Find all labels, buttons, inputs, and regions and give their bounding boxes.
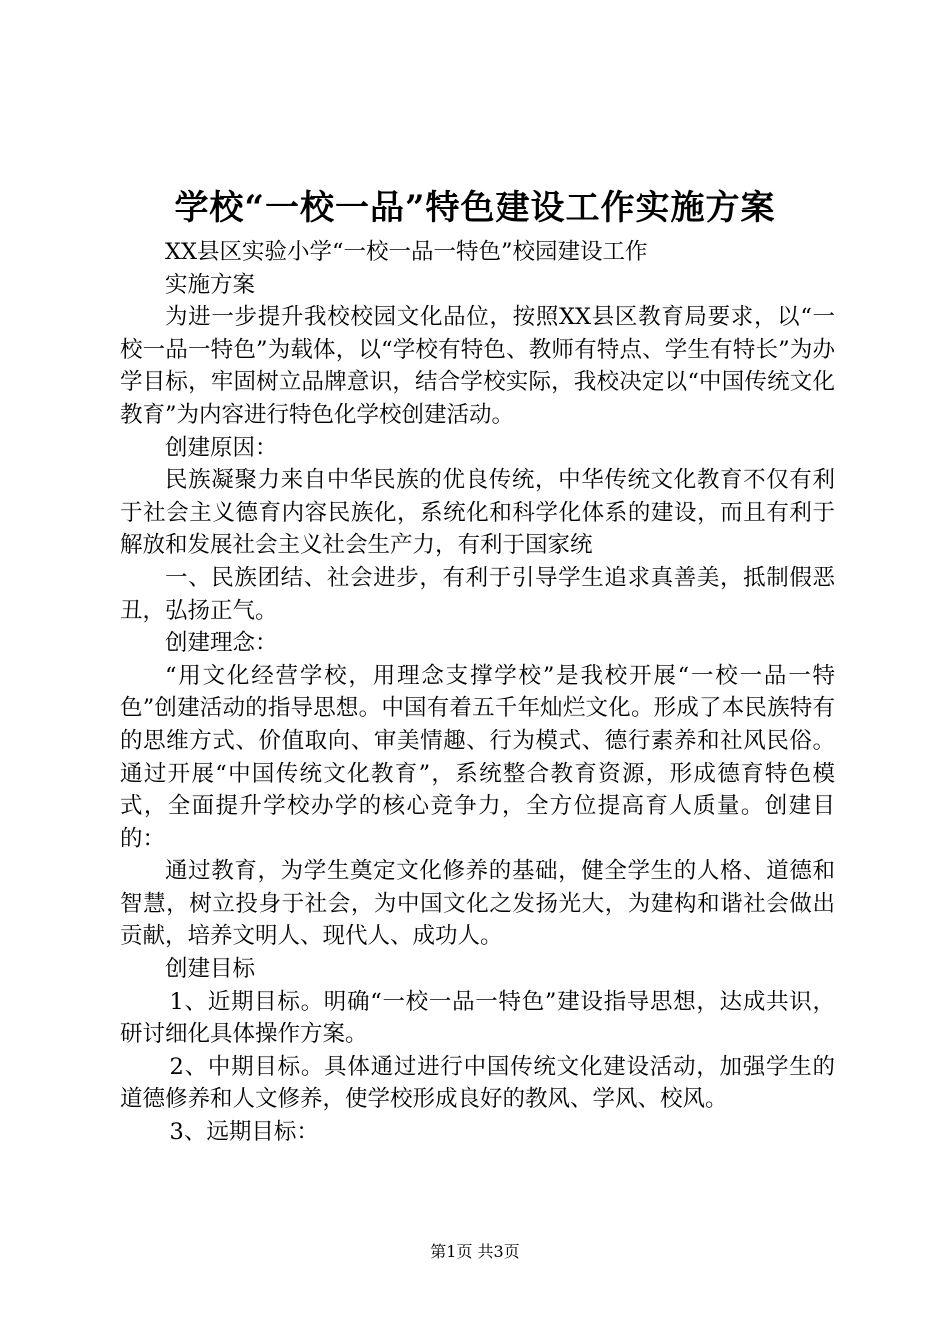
subtitle-line: XX县区实验小学“一校一品一特色”校园建设工作 — [165, 239, 648, 265]
document-title: 学校“一校一品”特色建设工作实施方案 — [174, 188, 776, 228]
section-heading-concept: 创建理念： — [165, 630, 278, 657]
section-heading-goals: 创建目标 — [165, 956, 256, 983]
section-heading-reason: 创建原因： — [165, 434, 278, 461]
page-footer: 第1页 共3页 — [430, 1242, 520, 1261]
purpose-paragraph: 通过教育，为学生奠定文化修养的基础，健全学生的人格、道德和智慧，树立投身于社会，为中国文化之发扬光大，为建构和谐社会做出贡献，培养文明人、现代人、成功人。 — [120, 858, 835, 950]
goal-item-long-term: 3、远期目标： — [169, 1119, 319, 1146]
concept-paragraph: “用文化经营学校，用理念支撑学校”是我校开展“一校一品一特色”创建活动的指导思想。中国有着五千年灿烂文化。形成了本民族特有的思维方式、价值取向、审美情趣、行为模式、德行素养和社风民俗。通过开展“中国传统文化教育”，系统整合教育资源，形成德育特色模式，全面提升学校办学的核心竞争力，全方位提高育人质量。创建目的： — [120, 662, 835, 852]
document-body — [120, 236, 835, 1149]
goal-item-mid-term: 2、中期目标。具体通过进行中国传统文化建设活动，加强学生的道德修养和人文修养，使学校形成良好的教风、学风、校风。 — [120, 1053, 835, 1113]
subtitle-line-2: 实施方案 — [165, 271, 256, 298]
intro-paragraph: 为进一步提升我校校园文化品位，按照XX县区教育局要求，以“一校一品一特色”为载体，以“学校有特色、教师有特点、学生有特长”为办学目标，牢固树立品牌意识，结合学校实际，我校决定以“中国传统文化教育”为内容进行特色化学校创建活动。 — [120, 304, 835, 428]
reason-paragraph: 民族凝聚力来自中华民族的优良传统，中华传统文化教育不仅有利于社会主义德育内容民族化，系统化和科学化体系的建设，而且有利于解放和发展社会主义社会生产力，有利于国家统 — [120, 467, 835, 559]
reason-paragraph-continued: 一、民族团结、社会进步，有利于引导学生追求真善美，抵制假恶丑，弘扬正气。 — [120, 564, 835, 624]
goal-item-short-term: 1、近期目标。明确“一校一品一特色”建设指导思想，达成共识，研讨细化具体操作方案。 — [120, 988, 835, 1048]
